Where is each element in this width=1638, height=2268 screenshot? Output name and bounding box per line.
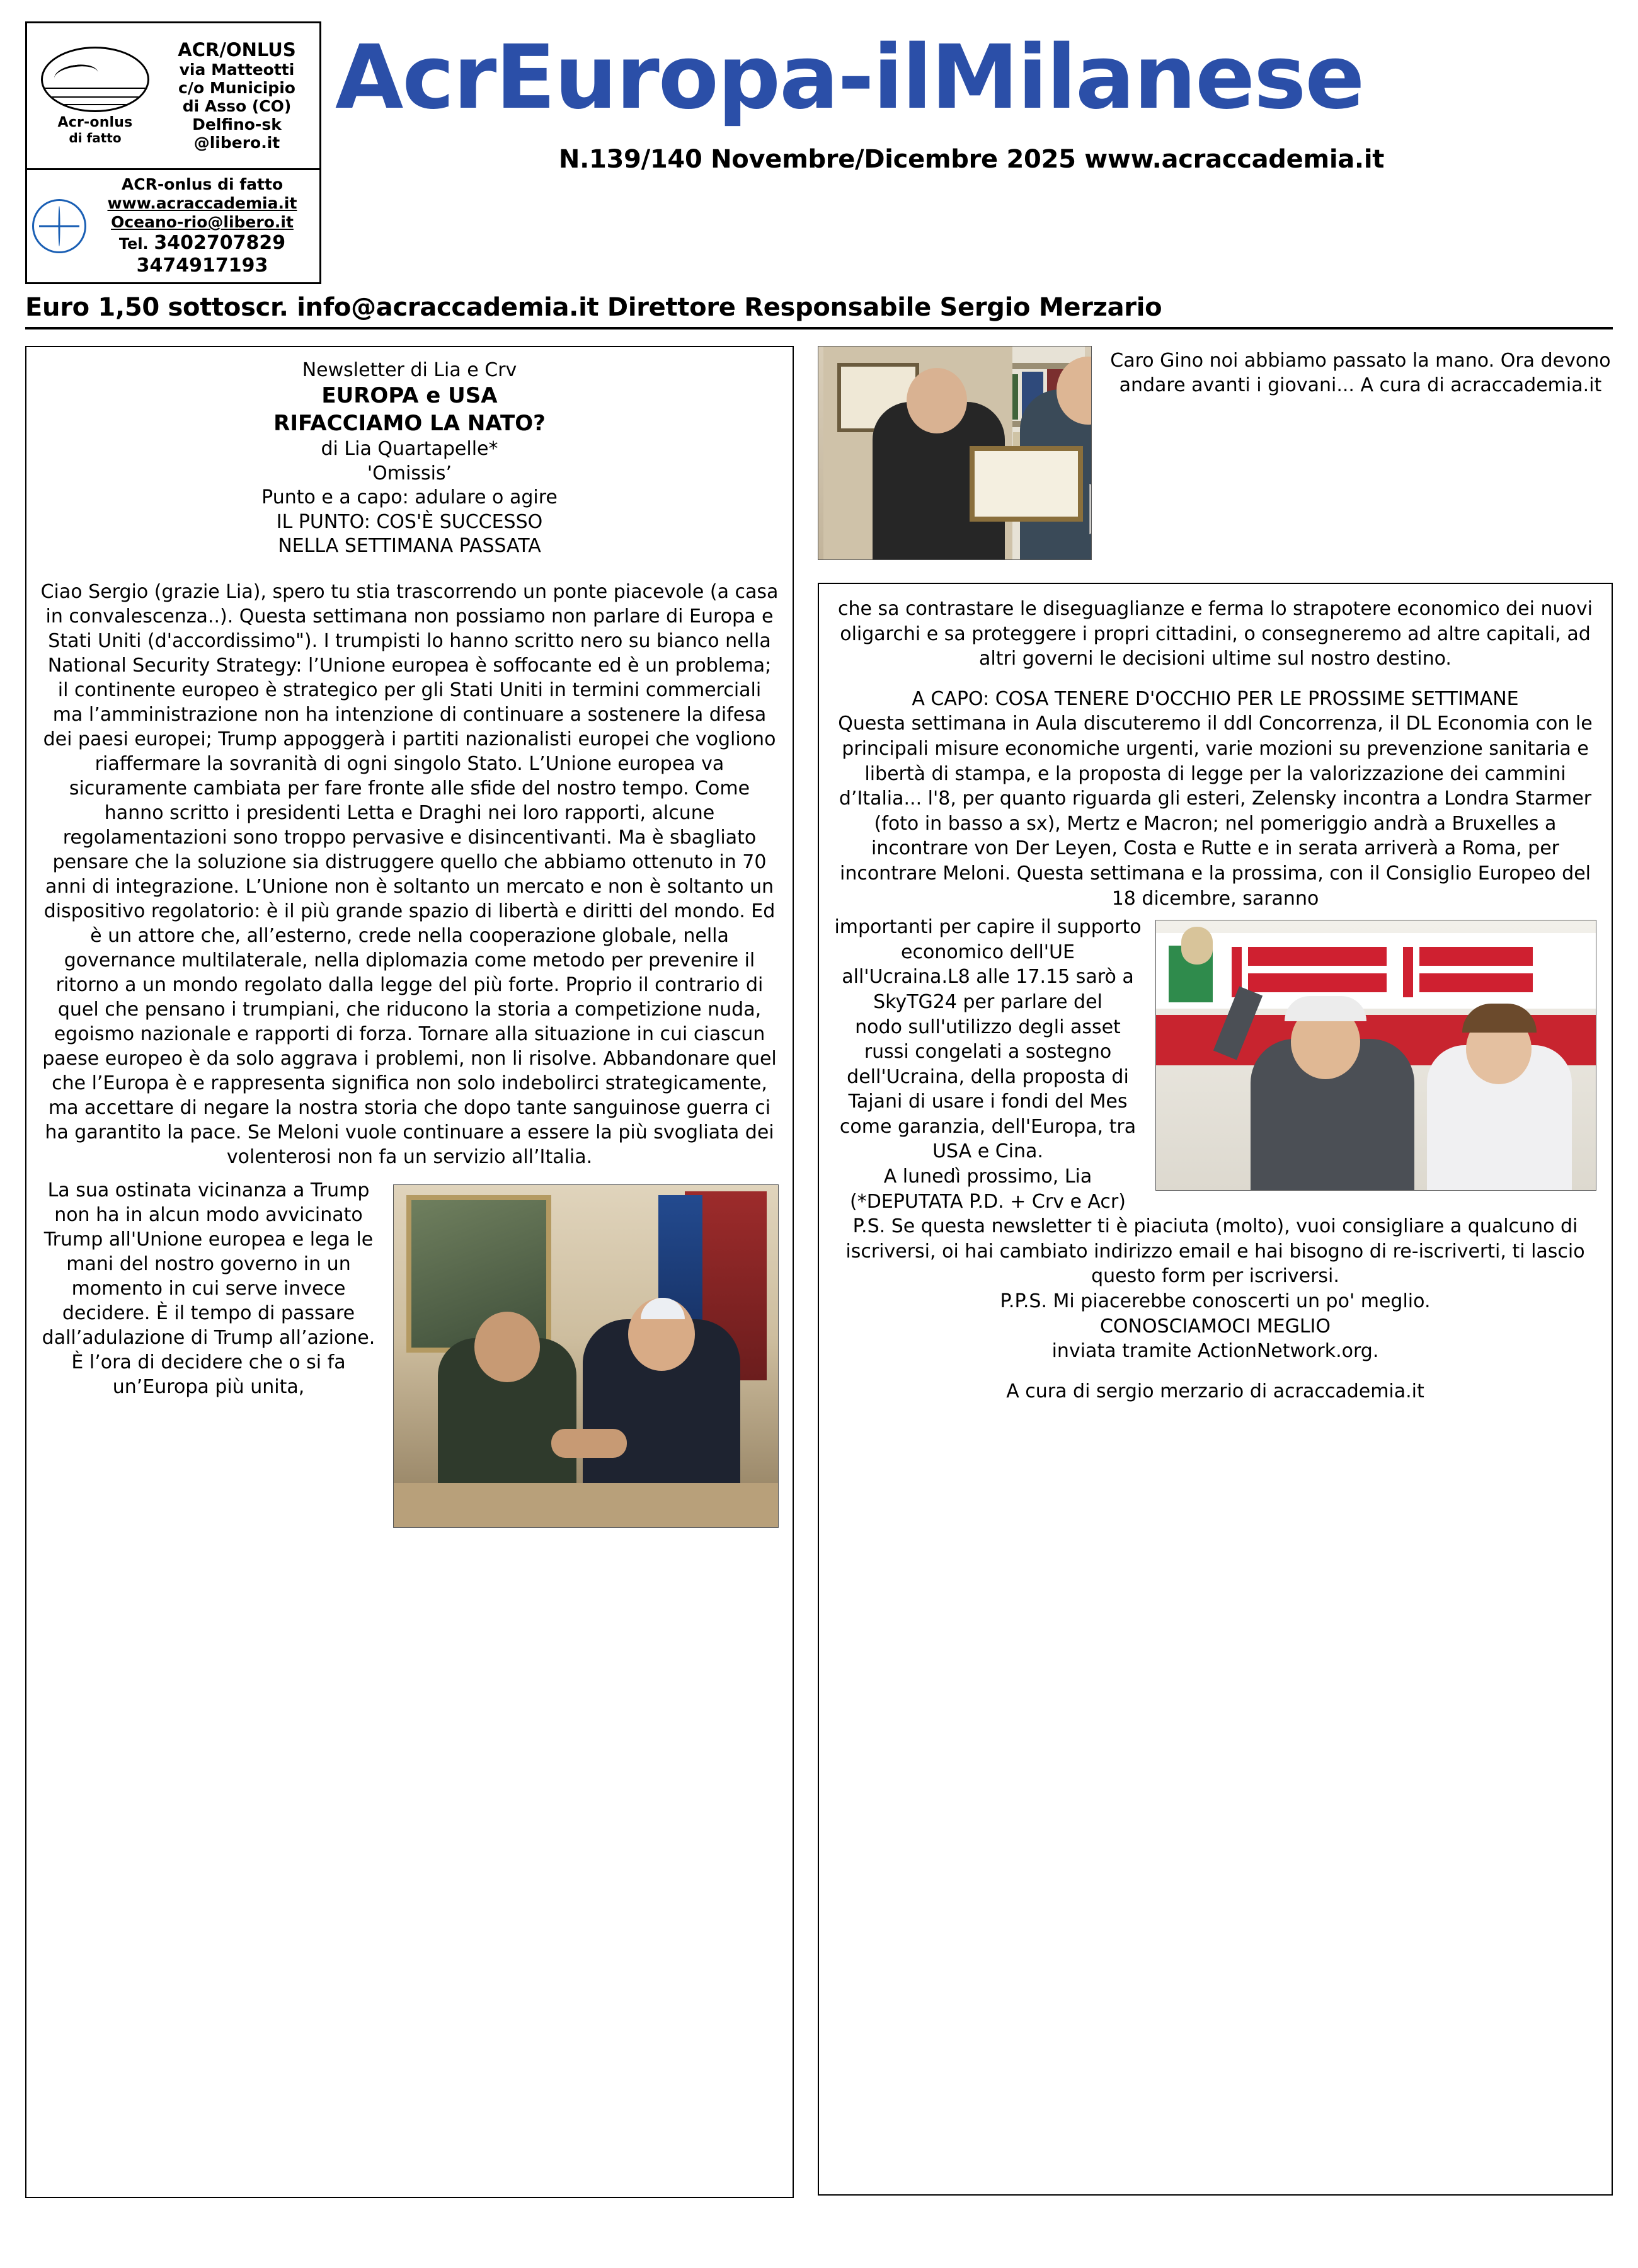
acr-contact-text [90, 175, 314, 277]
contact-phones [90, 232, 314, 255]
right-paragraph-10: inviata tramite ActionNetwork.org. [1051, 1340, 1379, 1363]
acr-logo-text [157, 40, 313, 152]
org-address-1: via Matteotti [179, 60, 295, 79]
acr-logo-box [25, 21, 321, 170]
tel-2: 3474917193 [136, 255, 268, 277]
left-column [25, 346, 794, 2211]
right-paragraph-7: P.S. Se questa newsletter ti è piaciuta (molto), vuoi consigliare a qualcuno di iscriversi, oi hai cambiato indirizzo email e hai bisogno di re-iscriverti, ti lascio questo form per iscriversi. [845, 1215, 1585, 1288]
tel-label: Tel. [118, 235, 149, 253]
article-body-wrap [40, 1178, 779, 1399]
article-paragraph-1: Ciao Sergio (grazie Lia), spero tu stia trascorrendo un ponte piacevole (a casa in convalescenza..). Questa settimana non possiamo non parlare di Europa e Stati Uniti (d'accordissimo"). I trumpisti lo hanno scritto nero su bianco nella National Security Strategy: l’Unione europea è soffocante ed è un problema; il continente europeo è strategico per gli Stati Uniti in termini commerciali ma l’amministrazione non ha intenzione di continuare a sostenere la difesa dei paesi europei; Trump appoggerà i partiti nazionalisti europei che vogliono riaffermare la sovranità di ogni singolo Stato. L’Unione europea va sicuramente cambiata per fare fronte alle sfide del nostro tempo. Come hanno scritto i presidenti Letta e Draghi nei loro rapporti, alcune regolamentazioni sono troppo pervasive e disincentivanti. Ma è sbagliato pensare che la soluzione sia distruggere quello che abbiamo ottenuto in 70 anni di integrazione. L’Unione non è soltanto un mercato e non è soltanto un dispositivo regolatorio: è il più grande spazio di libertà e diritti del mondo. Ed è un attore che, all’esterno, crede nella cooperazione globale, nella governance multilaterale, nella diplomazia come metodo per prevenire il ritorno a un mondo regolato dalla legge del più forte. Proprio il contrario di quel che pensano i trumpiani, che riducono la storia a competizione nuda, egoismo nazionale e rapporti di forza. Tornare alla situazione in cui ciascun paese europeo è da solo aggrava i problemi, non li risolve. Abbandonare quel che l’Europa è e rappresenta significa non solo indebolirci strategicamente, ma accettare di negare la nostra storia che dopo tante sanguinose guerra ci ha garantito la pace. Se Meloni vuole continuare a essere la più svogliata dei volenterosi non fa un servizio all’Italia. [40, 581, 779, 1169]
photo-award-ceremony [818, 346, 1092, 560]
contact-website[interactable]: www.acraccademia.it [107, 194, 297, 212]
logo-caption-line1: Acr-onlus [57, 114, 133, 130]
org-address-4: Delfino-sk [192, 115, 282, 134]
top-right-caption: Caro Gino noi abbiamo passato la mano. Ora devono andare avanti i giovani... A cura di acraccademia.it [1110, 350, 1611, 396]
masthead-logo-column [25, 21, 321, 284]
right-paragraph-11: A cura di sergio merzario di acraccademia.it [1006, 1380, 1424, 1402]
content-columns [25, 346, 1613, 2211]
org-email: @libero.it [193, 134, 280, 152]
right-article-box [818, 583, 1613, 2196]
logo-caption-line2: di fatto [69, 130, 122, 146]
masthead [25, 21, 1613, 284]
right-paragraph-6: (*DEPUTATA P.D. + Crv e Acr) [850, 1190, 1126, 1213]
article-body [40, 580, 779, 1169]
photo-zelensky-starmer [393, 1184, 779, 1528]
article-subhead: Punto e a capo: adulare o agire [261, 486, 558, 509]
right-paragraph-2: Questa settimana in Aula discuteremo il ddl Concorrenza, il DL Economia con le principali misure economiche urgenti, varie mozioni su prevenzione sanitaria e libertà di stampa, e la proposta di legge per la valorizzazione dei cammini d’Italia... l'8, per quanto riguarda gli esteri, Zelensky incontra a Londra Starmer (foto in basso a sx), Mertz e Macron; nel pomeriggio andrà a Bruxelles a incontrare von Der Leyen, Costa e Rutte e in serata arriverà a Roma, per incontrare Meloni. Questa settimana e la prossima, con il Consiglio Europeo del 18 dicembre, saranno [838, 713, 1593, 910]
article-point-1: IL PUNTO: COS'È SUCCESSO [276, 510, 543, 533]
masthead-title-column [321, 21, 1613, 284]
article-title-1: EUROPA e USA [321, 383, 498, 409]
issue-line: N.139/140 Novembre/Dicembre 2025 www.acraccademia.it [558, 145, 1385, 174]
dolphin-wave-icon [41, 47, 149, 112]
page-title: AcrEuropa-ilMilanese [335, 26, 1364, 129]
acr-contact-box [25, 170, 321, 284]
article-omissis: 'Omissis’ [367, 462, 452, 484]
article-point-2: NELLA SETTIMANA PASSATA [278, 534, 541, 557]
right-paragraph-9: CONOSCIAMOCI MEGLIO [1099, 1315, 1331, 1337]
acr-logo-mark [33, 47, 157, 146]
right-paragraph-5: A lunedì prossimo, Lia [883, 1166, 1092, 1188]
right-paragraph-4: nodo sull'utilizzo degli asset russi congelati a sostegno dell'Ucraina, della proposta di Tajani di usare i fondi del Mes come garanzia, dell'Europa, tra USA e Cina. [839, 1016, 1137, 1163]
contact-email[interactable]: Oceano-rio@libero.it [111, 213, 294, 231]
org-address-2: c/o Municipio [178, 79, 295, 98]
left-article-box [25, 346, 794, 2198]
price-line: Euro 1,50 sottoscr. info@acraccademia.it Direttore Responsabile Sergio Merzario [25, 293, 1162, 322]
article-author: di Lia Quartapelle* [321, 438, 498, 461]
tel-1: 3402707829 [154, 232, 286, 254]
right-paragraph-8: P.P.S. Mi piacerebbe conoscerti un po' meglio. [1000, 1290, 1431, 1313]
photo-circolo-pallacorda [1155, 920, 1596, 1191]
globe-icon [32, 199, 86, 253]
right-photo-wrap [834, 915, 1596, 1014]
org-address-3: di Asso (CO) [182, 97, 292, 116]
article-paragraph-2: La sua ostinata vicinanza a Trump non ha in alcun modo avvicinato Trump all'Unione europea e lega le mani del nostro governo in un momento in cui serve invece decidere. È il tempo di passare dall’adulazione di Trump all’azione. È l’ora di decidere che o si fa un’Europa più unita, [42, 1179, 375, 1399]
article-title-2: RIFACCIAMO LA NATO? [273, 410, 546, 436]
article-header [40, 358, 779, 558]
org-name: ACR/ONLUS [178, 38, 296, 60]
contact-org: ACR-onlus di fatto [121, 175, 284, 193]
masthead-divider [25, 327, 1613, 329]
top-right-block [818, 346, 1613, 560]
right-paragraph-1: che sa contrastare le diseguaglianze e ferma lo strapotere economico dei nuovi oligarchi e sa proteggere i propri cittadini, o consegneremo ad altre capitali, ad altri governi le decisioni ultime sul nostro destino. [838, 598, 1593, 670]
right-paragraph-3: importanti per capire il supporto economico dell'UE all'Ucraina.L8 alle 17.15 sarò a SkyTG24 per parlare del [834, 916, 1142, 1013]
right-column [818, 346, 1613, 2211]
newsletter-label: Newsletter di Lia e Crv [302, 359, 517, 381]
right-heading-1: A CAPO: COSA TENERE D'OCCHIO PER LE PROSSIME SETTIMANE [912, 687, 1519, 710]
